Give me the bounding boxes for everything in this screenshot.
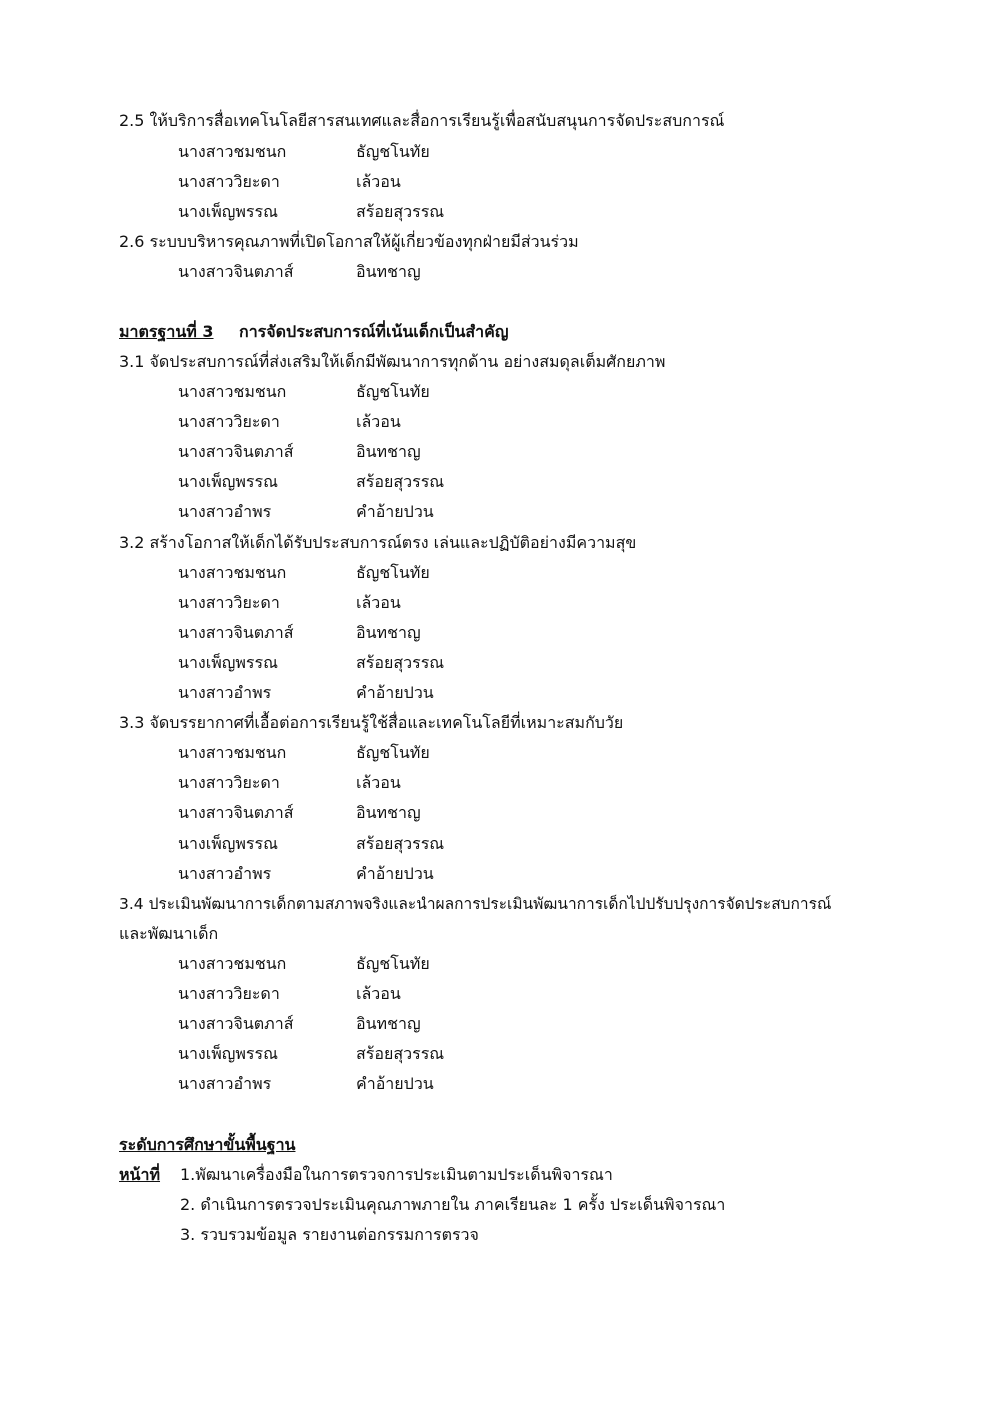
duty-item: 1.พัฒนาเครื่องมือในการตรวจการประเมินตามประเด็นพิจารณา [180,1165,613,1184]
person-last-name: อินทชาญ [356,623,421,642]
person-first-name: นางสาววิยะดา [178,773,280,792]
person-last-name: สร้อยสุวรรณ [356,653,445,672]
person-last-name: คำอ้ายปวน [356,1074,434,1093]
person-last-name: สร้อยสุวรรณ [356,1044,445,1063]
person-last-name: เล้วอน [356,172,401,191]
person-first-name: นางเพ็ญพรรณ [178,1044,278,1063]
person-last-name: อินทชาญ [356,442,421,461]
person-last-name: เล้วอน [356,412,401,431]
standard-3-title: การจัดประสบการณ์ที่เน้นเด็กเป็นสำคัญ [239,322,509,341]
person-last-name: เล้วอน [356,593,401,612]
person-first-name: นางสาวจินตภาส์ [178,1014,294,1033]
item-3-1-title: 3.1 จัดประสบการณ์ที่ส่งเสริมให้เด็กมีพัฒนาการทุกด้าน อย่างสมดุลเต็มศักยภาพ [119,352,666,371]
person-last-name: คำอ้ายปวน [356,502,434,521]
person-last-name: เล้วอน [356,773,401,792]
person-first-name: นางสาวชมชนก [178,142,287,161]
person-last-name: ธัญชโนทัย [356,954,430,973]
item-3-3-title: 3.3 จัดบรรยากาศที่เอื้อต่อการเรียนรู้ใช้สื่อและเทคโนโลยีที่เหมาะสมกับวัย [119,713,624,732]
person-first-name: นางสาววิยะดา [178,593,280,612]
person-first-name: นางสาวอำพร [178,864,272,883]
duty-item: 2. ดำเนินการตรวจประเมินคุณภาพภายใน ภาคเรียนละ 1 ครั้ง ประเด็นพิจารณา [180,1195,726,1214]
basic-education-heading: ระดับการศึกษาขั้นพื้นฐาน [119,1135,296,1154]
person-first-name: นางสาววิยะดา [178,984,280,1003]
person-first-name: นางสาวชมชนก [178,743,287,762]
person-last-name: คำอ้ายปวน [356,864,434,883]
person-first-name: นางสาวชมชนก [178,382,287,401]
item-3-4-title: 3.4 ประเมินพัฒนาการเด็กตามสภาพจริงและนำผลการประเมินพัฒนาการเด็กไปปรับปรุงการจัดประสบการณ์ [119,895,832,913]
person-first-name: นางสาวชมชนก [178,563,287,582]
person-last-name: สร้อยสุวรรณ [356,202,445,221]
person-last-name: อินทชาญ [356,262,421,281]
item-3-4-title-continued: และพัฒนาเด็ก [119,924,219,943]
standard-3-heading [119,321,719,343]
person-last-name: ธัญชโนทัย [356,563,430,582]
person-last-name: อินทชาญ [356,803,421,822]
person-last-name: ธัญชโนทัย [356,142,430,161]
standard-3-label: มาตรฐานที่ 3 [119,322,214,341]
person-first-name: นางเพ็ญพรรณ [178,653,278,672]
person-last-name: คำอ้ายปวน [356,683,434,702]
item-3-2-title: 3.2 สร้างโอกาสให้เด็กได้รับประสบการณ์ตรง เล่นและปฏิบัติอย่างมีความสุข [119,533,637,552]
person-last-name: อินทชาญ [356,1014,421,1033]
person-first-name: นางสาวจินตภาส์ [178,442,294,461]
person-last-name: เล้วอน [356,984,401,1003]
person-last-name: ธัญชโนทัย [356,382,430,401]
person-first-name: นางเพ็ญพรรณ [178,472,278,491]
duty-label: หน้าที่ [119,1165,161,1184]
person-first-name: นางสาวจินตภาส์ [178,623,294,642]
person-first-name: นางสาววิยะดา [178,412,280,431]
person-first-name: นางสาวจินตภาส์ [178,262,294,281]
person-first-name: นางสาววิยะดา [178,172,280,191]
duty-item: 3. รวบรวมข้อมูล รายงานต่อกรรมการตรวจ [180,1225,479,1244]
section-2-6-title: 2.6 ระบบบริหารคุณภาพที่เปิดโอกาสให้ผู้เกี่ยวข้องทุกฝ่ายมีส่วนร่วม [119,232,579,251]
person-last-name: สร้อยสุวรรณ [356,472,445,491]
person-first-name: นางสาวจินตภาส์ [178,803,294,822]
person-first-name: นางสาวอำพร [178,502,272,521]
person-first-name: นางสาวชมชนก [178,954,287,973]
person-first-name: นางสาวอำพร [178,683,272,702]
section-2-5-title: 2.5 ให้บริการสื่อเทคโนโลยีสารสนเทศและสื่อการเรียนรู้เพื่อสนับสนุนการจัดประสบการณ์ [119,111,725,130]
person-first-name: นางสาวอำพร [178,1074,272,1093]
person-last-name: ธัญชโนทัย [356,743,430,762]
person-first-name: นางเพ็ญพรรณ [178,834,278,853]
person-first-name: นางเพ็ญพรรณ [178,202,278,221]
person-last-name: สร้อยสุวรรณ [356,834,445,853]
